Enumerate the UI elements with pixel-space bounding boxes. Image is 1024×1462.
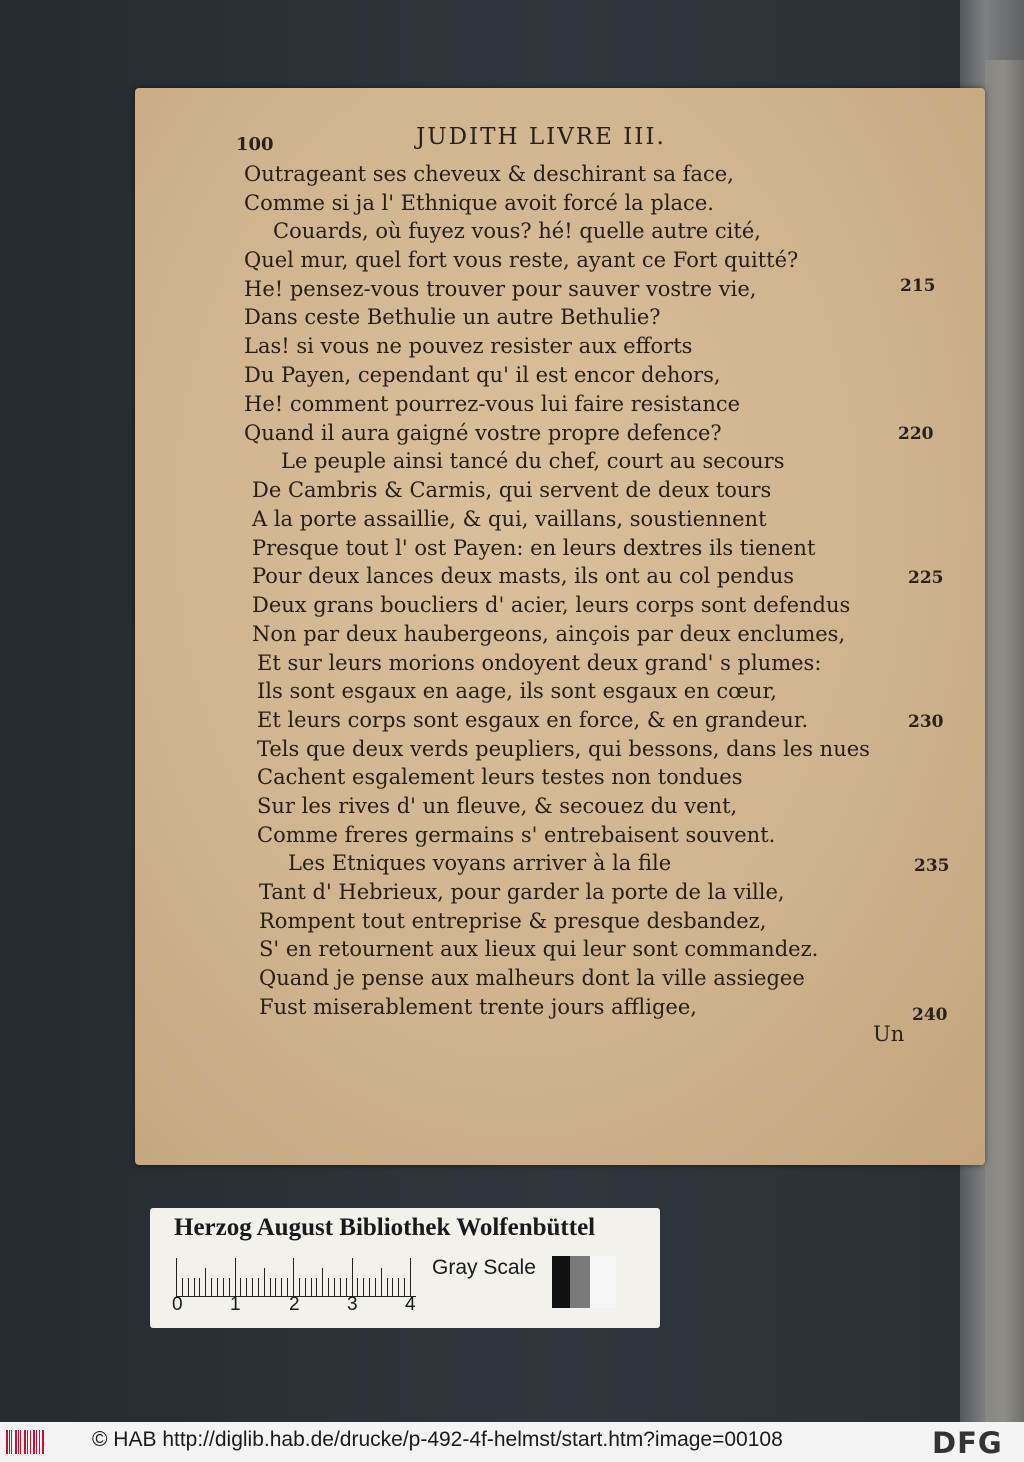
verse-line: Quand je pense aux malheurs dont la ville assiegee bbox=[259, 966, 805, 990]
page-header bbox=[236, 120, 756, 156]
ruler-tick bbox=[188, 1278, 189, 1296]
ruler-tick bbox=[199, 1278, 200, 1296]
ruler-tick bbox=[328, 1278, 329, 1296]
hab-barcode-logo bbox=[6, 1430, 46, 1454]
verse-line: Couards, où fuyez vous? hé! quelle autre cité, bbox=[273, 219, 761, 243]
verse-line: Rompent tout entreprise & presque desbandez, bbox=[259, 909, 767, 933]
line-number: 225 bbox=[908, 568, 944, 588]
verse-line: Les Etniques voyans arriver à la file bbox=[288, 851, 672, 875]
verse-line: Du Payen, cependant qu' il est encor dehors, bbox=[244, 363, 721, 387]
verse-line: Pour deux lances deux masts, ils ont au col pendus bbox=[252, 564, 794, 588]
barcode-bar bbox=[24, 1430, 26, 1454]
verse-line: Deux grans boucliers d' acier, leurs corps sont defendus bbox=[252, 593, 851, 617]
ruler-tick bbox=[287, 1278, 288, 1296]
card-title: Herzog August Bibliothek Wolfenbüttel bbox=[174, 1214, 596, 1241]
barcode-bar bbox=[11, 1430, 12, 1454]
ruler-tick bbox=[205, 1268, 206, 1296]
verse-line: Cachent esgalement leurs testes non tondues bbox=[257, 765, 743, 789]
gray-scale-label: Gray Scale bbox=[432, 1256, 536, 1279]
barcode-bar bbox=[39, 1430, 40, 1454]
ruler-tick bbox=[334, 1278, 335, 1296]
verse-line: Fust miserablement trente jours affligee, bbox=[259, 995, 697, 1019]
barcode-bar bbox=[9, 1430, 10, 1454]
ruler-tick bbox=[293, 1258, 294, 1296]
footer-credit-link[interactable]: © HAB http://diglib.hab.de/drucke/p-492-4f-helmst/start.htm?image=00108 bbox=[92, 1428, 783, 1451]
ruler-number-2: 2 bbox=[289, 1294, 300, 1315]
verse-line: Et sur leurs morions ondoyent deux grand' s plumes: bbox=[257, 651, 822, 675]
barcode-bar bbox=[15, 1430, 17, 1454]
ruler-tick bbox=[316, 1278, 317, 1296]
catchword: Un bbox=[873, 1022, 905, 1046]
ruler-tick bbox=[223, 1278, 224, 1296]
ruler-tick bbox=[275, 1278, 276, 1296]
verse-line: Et leurs corps sont esgaux en force, & en grandeur. bbox=[257, 708, 809, 732]
line-number: 220 bbox=[898, 424, 934, 444]
verse-line: Dans ceste Bethulie un autre Bethulie? bbox=[244, 305, 661, 329]
page-number: 100 bbox=[236, 134, 274, 155]
verse-line: Ils sont esgaux en aage, ils sont esgaux en cœur, bbox=[257, 679, 777, 703]
barcode-bar bbox=[27, 1430, 28, 1454]
adjacent-page-paper bbox=[985, 60, 1024, 1422]
ruler-tick bbox=[305, 1278, 306, 1296]
ruler-tick bbox=[392, 1278, 393, 1296]
ruler-tick bbox=[217, 1278, 218, 1296]
verse-line: A la porte assaillie, & qui, vaillans, soustiennent bbox=[252, 507, 767, 531]
verse-line: Quand il aura gaigné vostre propre defence? bbox=[244, 421, 722, 445]
verse-line: He! comment pourrez-vous lui faire resistance bbox=[244, 392, 741, 416]
verse-line: De Cambris & Carmis, qui servent de deux tours bbox=[252, 478, 772, 502]
verse-line: Tant d' Hebrieux, pour garder la porte de la ville, bbox=[259, 880, 785, 904]
ruler-number-4: 4 bbox=[405, 1294, 416, 1315]
ruler-tick bbox=[340, 1278, 341, 1296]
barcode-bar bbox=[42, 1430, 44, 1454]
verse-line: Sur les rives d' un fleuve, & secouez du vent, bbox=[257, 794, 738, 818]
ruler-tick bbox=[176, 1258, 177, 1296]
dfg-logo: DFG bbox=[932, 1426, 1003, 1460]
ruler-number-3: 3 bbox=[347, 1294, 358, 1315]
verse-line: S' en retournent aux lieux qui leur sont commandez. bbox=[259, 937, 819, 961]
ruler-tick bbox=[211, 1278, 212, 1296]
verse-line: Comme si ja l' Ethnique avoit forcé la place. bbox=[244, 191, 714, 215]
ruler-tick bbox=[387, 1278, 388, 1296]
ruler-tick bbox=[194, 1278, 195, 1296]
ruler-tick bbox=[410, 1258, 411, 1296]
viewer-footer bbox=[0, 1422, 1024, 1462]
ruler-tick bbox=[363, 1278, 364, 1296]
ruler-tick bbox=[375, 1278, 376, 1296]
ruler-tick bbox=[311, 1278, 312, 1296]
ruler-tick bbox=[281, 1278, 282, 1296]
verse-line: He! pensez-vous trouver pour sauver vostre vie, bbox=[244, 277, 757, 301]
ruler-number-0: 0 bbox=[172, 1294, 183, 1315]
ruler-tick bbox=[381, 1268, 382, 1296]
line-number: 230 bbox=[908, 712, 944, 732]
ruler-tick bbox=[264, 1268, 265, 1296]
color-calibration-card bbox=[150, 1208, 660, 1328]
swatch-white bbox=[590, 1256, 616, 1308]
ruler-tick bbox=[369, 1278, 370, 1296]
line-number: 235 bbox=[914, 856, 950, 876]
ruler-tick bbox=[235, 1258, 236, 1296]
line-number: 240 bbox=[912, 1005, 948, 1025]
ruler-tick bbox=[352, 1258, 353, 1296]
verse-line: Le peuple ainsi tancé du chef, court au secours bbox=[281, 449, 785, 473]
ruler-number-1: 1 bbox=[230, 1294, 241, 1315]
barcode-bar bbox=[18, 1430, 19, 1454]
verse-line: Comme freres germains s' entrebaisent souvent. bbox=[257, 823, 776, 847]
barcode-bar bbox=[36, 1430, 37, 1454]
verse-line: Las! si vous ne pouvez resister aux efforts bbox=[244, 334, 693, 358]
ruler-tick bbox=[270, 1278, 271, 1296]
verse-line: Tels que deux verds peupliers, qui bessons, dans les nues bbox=[257, 737, 870, 761]
barcode-bar bbox=[30, 1430, 31, 1454]
ruler-tick bbox=[258, 1278, 259, 1296]
ruler-tick bbox=[322, 1268, 323, 1296]
verse-line: Non par deux haubergeons, ainçois par deux enclumes, bbox=[252, 622, 846, 646]
barcode-bar bbox=[33, 1430, 35, 1454]
verse-line: Presque tout l' ost Payen: en leurs dextres ils tienent bbox=[252, 536, 816, 560]
ruler-tick bbox=[246, 1278, 247, 1296]
running-title: JUDITH LIVRE III. bbox=[416, 124, 666, 150]
barcode-bar bbox=[20, 1430, 21, 1454]
ruler-tick bbox=[252, 1278, 253, 1296]
line-number: 215 bbox=[900, 276, 936, 296]
ruler-tick bbox=[398, 1278, 399, 1296]
verse-line: Outrageant ses cheveux & deschirant sa face, bbox=[244, 162, 734, 186]
barcode-bar bbox=[6, 1430, 8, 1454]
ruler-scale bbox=[176, 1258, 416, 1298]
verse-line: Quel mur, quel fort vous reste, ayant ce Fort quitté? bbox=[244, 248, 799, 272]
